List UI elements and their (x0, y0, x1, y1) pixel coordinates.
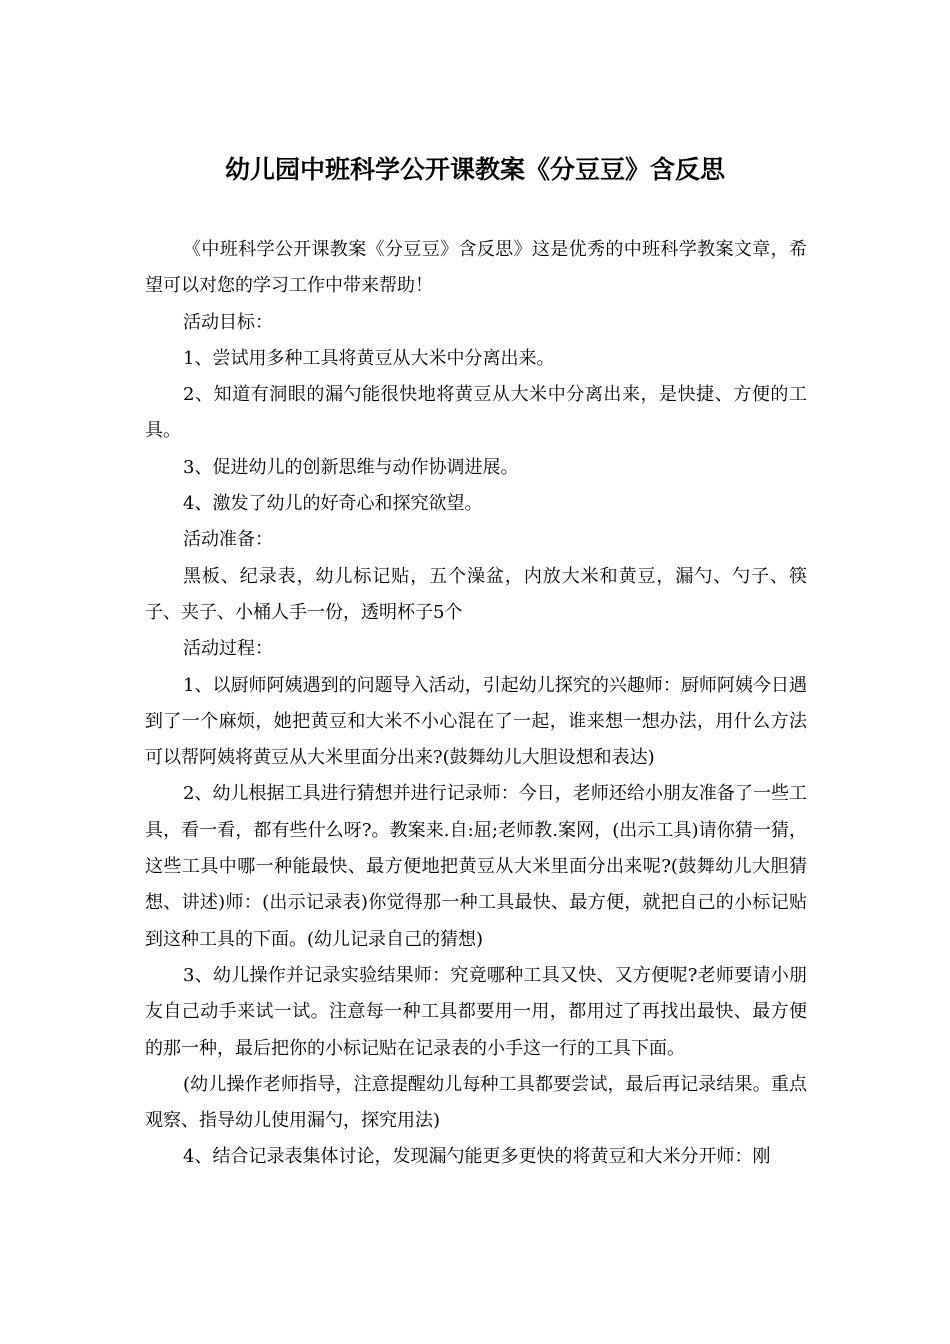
paragraph-heading-process: 活动过程： (183, 638, 273, 660)
paragraph-process-3-note: (幼儿操作老师指导，注意提醒幼儿每种工具都要尝试，最后再记录结果。重点观察、指导幼儿使用漏勺，探究用法) (145, 1073, 807, 1132)
paragraph-heading-preparation: 活动准备： (183, 529, 273, 551)
paragraph-intro: 《中班科学公开课教案《分豆豆》含反思》这是优秀的中班科学教案文章，希望可以对您的学习工作中带来帮助！ (145, 239, 807, 297)
paragraph-goal-3: 3、促进幼儿的创新思维与动作协调进展。 (183, 456, 519, 478)
paragraph-preparation: 黑板、纪录表，幼儿标记贴，五个澡盆，内放大米和黄豆，漏勺、勺子、筷子、夹子、小桶人手一份，透明杯子5个 (145, 565, 807, 623)
paragraph-process-4: 4、结合记录表集体讨论，发现漏勺能更多更快的将黄豆和大米分开师：刚 (183, 1146, 771, 1168)
paragraph-goal-4: 4、激发了幼儿的好奇心和探究欲望。 (183, 493, 483, 515)
document-title: 幼儿园中班科学公开课教案《分豆豆》含反思 (224, 155, 725, 184)
paragraph-process-1: 1、以厨师阿姨遇到的问题导入活动，引起幼儿探究的兴趣师：厨师阿姨今日遇到了一个麻烦，她把黄豆和大米不小心混在了一起，谁来想一想办法，用什么方法可以帮阿姨将黄豆从大米里面分出来?(鼓舞幼儿大胆设想和表达) (145, 674, 807, 769)
paragraph-process-3: 3、幼儿操作并记录实验结果师：究竟哪种工具又快、又方便呢?老师要请小朋友自己动手来试一试。注意每一种工具都要用一用，都用过了再找出最快、最方便的那一种，最后把你的小标记贴在记录表的小手这一行的工具下面。 (145, 964, 807, 1059)
paragraph-goal-2: 2、知道有洞眼的漏勺能很快地将黄豆从大米中分离出来，是快捷、方便的工具。 (145, 384, 807, 442)
document-body (145, 232, 807, 1176)
paragraph-heading-goals: 活动目标： (183, 311, 273, 333)
paragraph-goal-1: 1、尝试用多种工具将黄豆从大米中分离出来。 (183, 347, 555, 369)
paragraph-process-2: 2、幼儿根据工具进行猜想并进行记录师：今日，老师还给小朋友准备了一些工具，看一看，都有些什么呀?。教案来.自:屈;老师教.案网，(出示工具)请你猜一猜，这些工具中哪一种能最快、最方便地把黄豆从大米里面分出来呢?(鼓舞幼儿大胆猜想、讲述)师：(出示记录表)你觉得那一种工具最快、最方便，就把自己的小标记贴到这种工具的下面。(幼儿记录自己的猜想) (145, 783, 807, 950)
